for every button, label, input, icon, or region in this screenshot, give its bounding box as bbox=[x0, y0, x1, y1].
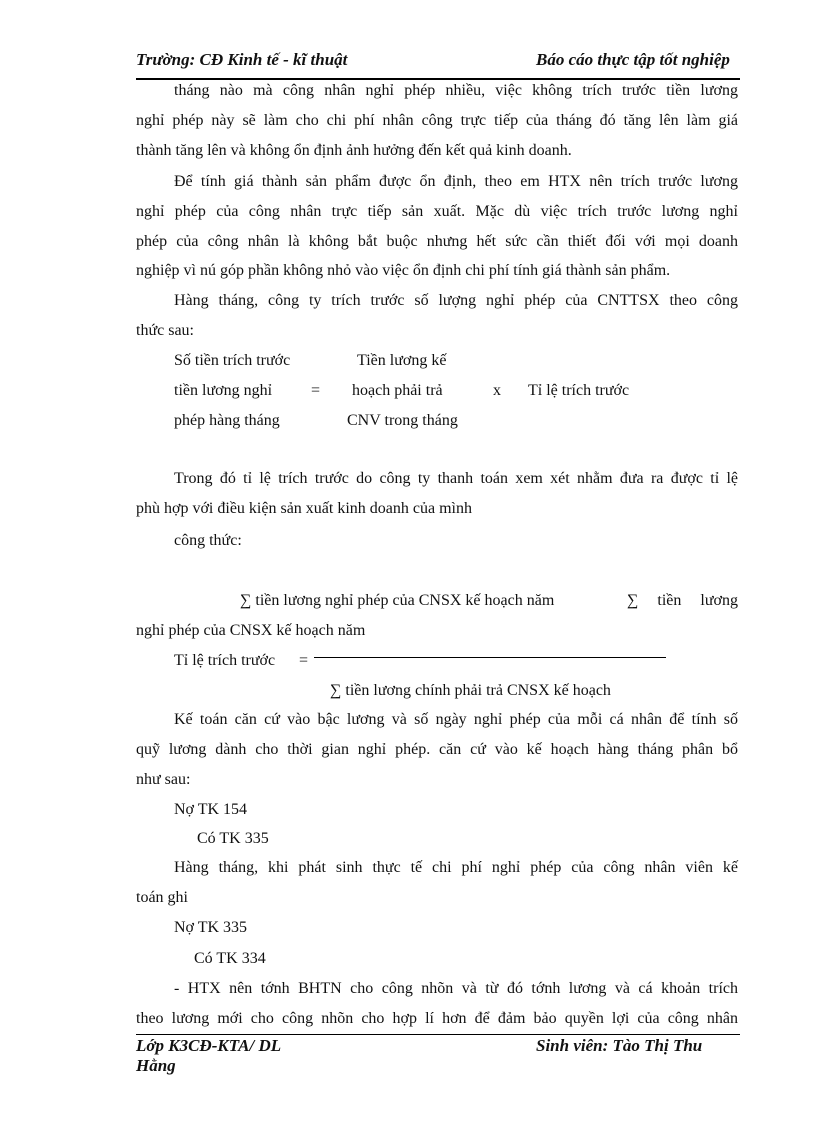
formula2-denominator: ∑ tiền lương chính phải trả CNSX kế hoạch bbox=[330, 682, 611, 699]
p5-line-1: Kế toán căn cứ vào bậc lương và số ngày nghỉ phép của mỗi cá nhân để tính số bbox=[174, 711, 738, 728]
p6-line-2: toán ghi bbox=[136, 889, 188, 906]
p7-line-2: theo lương mới cho công nhõn cho hợp lí hơn để đảm bảo quyền lợi của công nhân bbox=[136, 1010, 738, 1027]
p2-line-4: nghiệp vì nú góp phần không nhỏ vào việc ổn định chi phí tính giá thành sản phẩm. bbox=[136, 262, 671, 279]
p7-line-1: - HTX nên tớnh BHTN cho công nhõn và từ đó tớnh lương và cá khoản trích bbox=[174, 980, 738, 997]
entry1-credit: Có TK 335 bbox=[197, 830, 269, 847]
p5-line-3: như sau: bbox=[136, 771, 191, 788]
p3-line-2: thức sau: bbox=[136, 322, 194, 339]
p3-line-1: Hàng tháng, công ty trích trước số lượng nghỉ phép của CNTTSX theo công bbox=[174, 292, 738, 309]
p2-line-3: phép của công nhân là không bắt buộc nhưng hết sức cần thiết đối với mọi doanh bbox=[136, 233, 738, 250]
formula2-numerator-b: ∑ tiền lương bbox=[627, 592, 738, 609]
formula1-rate: Tỉ lệ trích trước bbox=[528, 382, 630, 399]
formula-intro: công thức: bbox=[174, 532, 242, 549]
footer-rule bbox=[136, 1034, 740, 1035]
p5-line-2: quỹ lương dành cho thời gian nghỉ phép. căn cứ vào kế hoạch hàng tháng phân bổ bbox=[136, 741, 738, 758]
formula2-label: Tỉ lệ trích trước bbox=[174, 652, 276, 669]
entry2-debit: Nợ TK 335 bbox=[174, 919, 248, 936]
footer-class: Lớp K3CĐ-KTA/ DL bbox=[136, 1036, 282, 1055]
p1-line-3: thành tăng lên và không ổn định ảnh hưởng đến kết quả kinh doanh. bbox=[136, 142, 572, 159]
footer-student: Sinh viên: Tào Thị Thu bbox=[536, 1036, 703, 1055]
formula1-left-1: Số tiền trích trước bbox=[174, 352, 291, 369]
formula2-numerator-c: nghỉ phép của CNSX kế hoạch năm bbox=[136, 622, 366, 639]
p4-line-1: Trong đó tỉ lệ trích trước do công ty thanh toán xem xét nhằm đưa ra được tỉ lệ bbox=[174, 470, 738, 487]
fraction-bar bbox=[314, 657, 666, 658]
entry2-credit: Có TK 334 bbox=[194, 950, 266, 967]
p1-line-2: nghỉ phép này sẽ làm cho chi phí nhân công trực tiếp của tháng đó tăng lên làm giá bbox=[136, 112, 738, 129]
p2-line-2: nghỉ phép của công nhân trực tiếp sản xuất. Mặc dù việc trích trước lương nghỉ bbox=[136, 203, 738, 220]
p4-line-2: phù hợp với điều kiện sản xuất kinh doanh của mình bbox=[136, 500, 472, 517]
formula1-mid-1: Tiền lương kế bbox=[357, 352, 447, 369]
formula1-left-2: tiền lương nghỉ bbox=[174, 382, 273, 399]
formula1-mid-2: hoạch phải trả bbox=[352, 382, 443, 399]
p2-line-1: Để tính giá thành sản phẩm được ổn định, theo em HTX nên trích trước lương bbox=[174, 173, 738, 190]
header-rule bbox=[136, 78, 740, 80]
formula1-left-3: phép hàng tháng bbox=[174, 412, 280, 429]
header-report-title: Báo cáo thực tập tốt nghiệp bbox=[536, 50, 730, 69]
formula2-equals: = bbox=[299, 652, 309, 669]
header-school: Trường: CĐ Kinh tế - kĩ thuật bbox=[136, 50, 348, 69]
formula1-times: x bbox=[493, 382, 501, 399]
formula2-numerator-a: ∑ tiền lương nghỉ phép của CNSX kế hoạch năm bbox=[240, 592, 555, 609]
formula1-mid-3: CNV trong tháng bbox=[347, 412, 458, 429]
entry1-debit: Nợ TK 154 bbox=[174, 801, 248, 818]
footer-class-continued: Hằng bbox=[136, 1056, 176, 1075]
formula1-equals: = bbox=[311, 382, 321, 399]
p1-line-1: tháng nào mà công nhân nghỉ phép nhiều, việc không trích trước tiền lương bbox=[174, 82, 738, 99]
p6-line-1: Hàng tháng, khi phát sinh thực tế chi phí nghỉ phép của công nhân viên kế bbox=[174, 859, 738, 876]
